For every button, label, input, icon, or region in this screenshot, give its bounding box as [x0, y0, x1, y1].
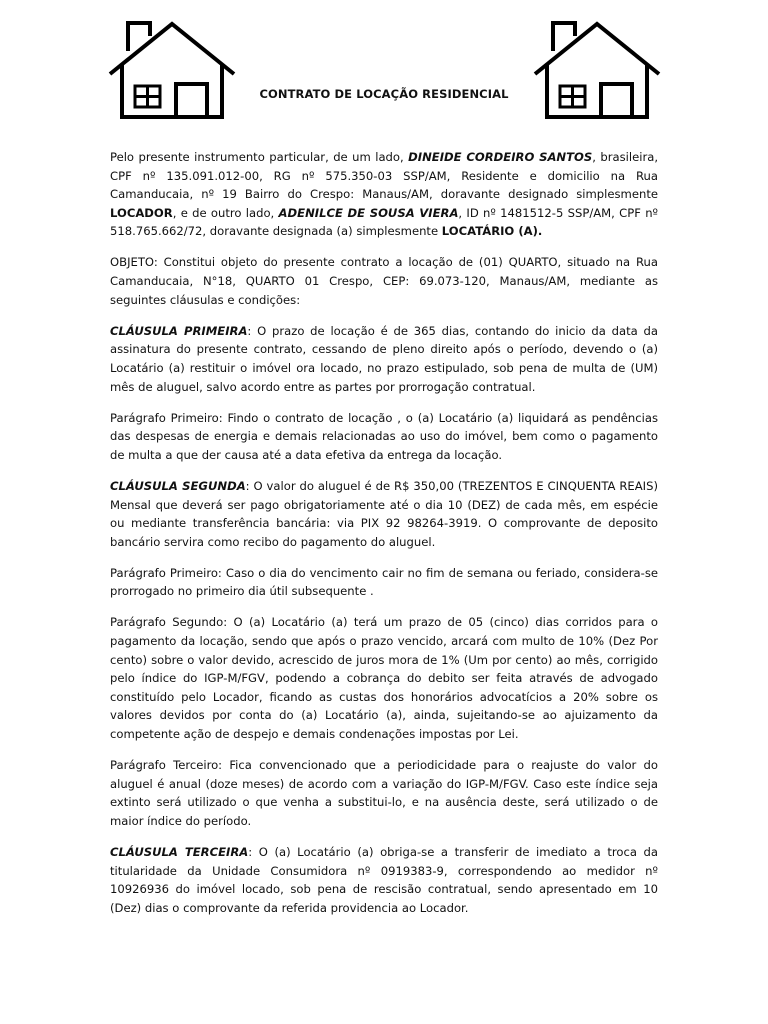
clause-first-paragraph-first: Parágrafo Primeiro: Findo o contrato de locação , o (a) Locatário (a) liquidará as pendências das despesas de energia e demais relacionadas ao uso do imóvel, bem como o pagamento de multa a que der causa até a data efetiva da entrega da locação.: [110, 410, 658, 462]
tenant-role: LOCATÁRIO (A).: [441, 224, 543, 239]
clause-third-label: CLÁUSULA TERCEIRA: [110, 845, 249, 859]
tenant-name: ADENILCE DE SOUSA VIERA: [278, 205, 459, 220]
clause-second-label: CLÁUSULA SEGUNDA: [110, 478, 246, 493]
object-paragraph: OBJETO: Constitui objeto do presente contrato a locação de (01) QUARTO, situado na Rua Camanducaia, N°18, QUARTO 01 Crespo, CEP: 69.073-120, Manaus/AM, mediante as seguintes cláusulas e condições:: [110, 255, 658, 307]
parties-paragraph: Pelo presente instrumento particular, de um lado, DINEIDE CORDEIRO SANTOS, brasileira, CPF nº 135.091.012-00, RG nº 575.350-03 SSP/AM, Residente e domicilio na Rua Camanducaia, nº 19 Bairro do Crespo: Manaus/AM, doravante designado simplesmente LOCADOR, e de outro lado, ADENILCE DE SOUSA VIERA, ID nº 1481512-5 SSP/AM, CPF nº 518.765.662/72, doravante designada (a) simplesmente LOCATÁRIO (A).: [110, 150, 659, 239]
contract-body: [110, 148, 658, 930]
document-title: CONTRATO DE LOCAÇÃO RESIDENCIAL: [259, 87, 509, 101]
clause-second-paragraph-third: Parágrafo Terceiro: Fica convencionado que a periodicidade para o reajuste do valor do aluguel é anual (doze meses) de acordo com a variação do IGP-M/FGV. Caso este índice seja extinto será utilizado o que venha a substitui-lo, e na ausência deste, será utilizado o de maior índice do período.: [110, 758, 658, 828]
house-icon: [106, 18, 238, 120]
clause-second-paragraph-first: Parágrafo Primeiro: Caso o dia do vencimento cair no fim de semana ou feriado, considera-se prorrogado no primeiro dia útil subsequente .: [110, 565, 658, 599]
clause-first-label: CLÁUSULA PRIMEIRA: [110, 323, 248, 338]
house-icon: [531, 18, 663, 120]
landlord-name: DINEIDE CORDEIRO SANTOS: [408, 150, 593, 164]
clause-first: CLÁUSULA PRIMEIRA: O prazo de locação é de 365 dias, contando do inicio da data da assinatura do presente contrato, cessando de pleno direito após o período, devendo o (a) Locatário (a) restituir o imóvel ora locado, no prazo estipulado, sob pena de multa de (UM) mês de aluguel, salvo acordo entre as partes por prorrogação contratual.: [110, 323, 658, 394]
clause-second: CLÁUSULA SEGUNDA: O valor do aluguel é de R$ 350,00 (TREZENTOS E CINQUENTA REAIS) Mensal que deverá ser pago obrigatoriamente até o dia 10 (DEZ) de cada mês, em espécie ou mediante transferência bancária: via PIX 92 98264-3919. O comprovante de deposito bancário servira como recibo do pagamento do aluguel.: [110, 478, 658, 549]
landlord-role: LOCADOR: [110, 205, 173, 220]
clause-second-paragraph-second: Parágrafo Segundo: O (a) Locatário (a) terá um prazo de 05 (cinco) dias corridos para o pagamento da locação, sendo que após o prazo vencido, arcará com multo de 10% (Dez Por cento) sobre o valor devido, acrescido de juros mora de 1% (Um por cento) ao mês, corrigido pelo índice do IGP-M/FGV, podendo a cobrança do debito ser feita através de advogado constituído pelo Locador, ficando as custas dos honorários advocatícios a 20% sobre os valores devidos por conta do (a) Locatário (a), ainda, sujeitando-se ao ajuizamento da competente ação de despejo e demais condenações impostas por Lei.: [110, 615, 658, 742]
clause-third: CLÁUSULA TERCEIRA: O (a) Locatário (a) obriga-se a transferir de imediato a troca da titularidade da Unidade Consumidora nº 0919383-9, correspondendo ao medidor nº 10926936 do imóvel locado, sob pena de rescisão contratual, sendo apresentado em 10 (Dez) dias o comprovante da referida providencia ao Locador.: [110, 845, 658, 915]
